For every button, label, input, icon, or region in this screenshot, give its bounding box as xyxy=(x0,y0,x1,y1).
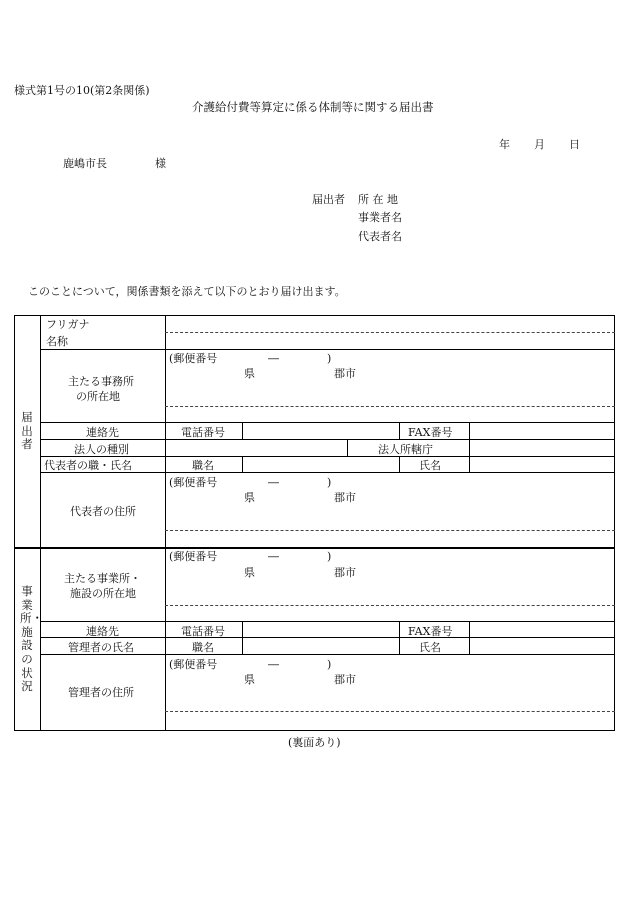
phone-label: 電話番号 xyxy=(181,625,225,638)
postal-dash: ― xyxy=(268,550,279,563)
contact-label: 連絡先 xyxy=(86,625,119,638)
postal-dash: ― xyxy=(268,352,279,365)
pref-label: 県 xyxy=(244,491,255,504)
date-year: 年 xyxy=(499,138,510,151)
city-label: 郡市 xyxy=(334,566,356,579)
notification-form xyxy=(14,315,615,731)
main-facility-label-2: 施設の所在地 xyxy=(70,587,136,600)
row-line xyxy=(40,637,615,638)
postal-label: (郵便番号 xyxy=(169,352,218,365)
row-line xyxy=(40,621,615,622)
addressee: 鹿嶋市長 xyxy=(63,157,107,170)
pref-label: 県 xyxy=(244,566,255,579)
postal-label: (郵便番号 xyxy=(169,550,218,563)
addressee-suffix: 様 xyxy=(155,157,166,170)
address-divider xyxy=(165,605,615,606)
date-month: 月 xyxy=(534,138,545,151)
postal-close: ) xyxy=(327,658,332,671)
pref-label: 県 xyxy=(244,673,255,686)
cell-line xyxy=(242,637,243,654)
row-line xyxy=(40,422,615,423)
postal-close: ) xyxy=(327,352,332,365)
row-line xyxy=(40,456,615,457)
document-title: 介護給付費等算定に係る体制等に関する届出書 xyxy=(192,100,434,114)
main-office-label-2: の所在地 xyxy=(76,390,120,403)
main-office-label-1: 主たる事務所 xyxy=(68,375,134,388)
cell-line xyxy=(347,439,348,456)
cell-line xyxy=(399,422,400,439)
corp-type-label: 法人の種別 xyxy=(74,443,129,456)
position-label: 職名 xyxy=(192,641,214,654)
cell-line xyxy=(469,637,470,654)
furigana-label: フリガナ xyxy=(46,318,90,331)
postal-label: (郵便番号 xyxy=(169,476,218,489)
cell-line xyxy=(399,456,400,472)
cell-line xyxy=(242,621,243,637)
cell-line xyxy=(399,621,400,637)
postal-close: ) xyxy=(327,550,332,563)
person-name-label: 氏名 xyxy=(419,641,441,654)
address-divider xyxy=(165,711,615,712)
cell-line xyxy=(469,422,470,439)
phone-label: 電話番号 xyxy=(181,426,225,439)
pref-label: 県 xyxy=(244,367,255,380)
fax-label: FAX番号 xyxy=(408,426,453,439)
filer-address-label: 所 在 地 xyxy=(358,193,398,206)
rep-address-label: 代表者の住所 xyxy=(70,505,136,518)
postal-close: ) xyxy=(327,476,332,489)
address-divider xyxy=(165,406,615,407)
city-label: 郡市 xyxy=(334,673,356,686)
filer-rep-label: 代表者名 xyxy=(358,230,402,243)
row-line xyxy=(40,439,615,440)
cell-line xyxy=(469,621,470,637)
postal-dash: ― xyxy=(268,658,279,671)
postal-dash: ― xyxy=(268,476,279,489)
manager-name-label: 管理者の氏名 xyxy=(68,641,134,654)
form-number: 様式第1号の10(第2条関係) xyxy=(14,84,150,97)
section-divider xyxy=(14,547,615,549)
cell-line xyxy=(399,637,400,654)
manager-address-label: 管理者の住所 xyxy=(68,686,134,699)
cell-line xyxy=(242,422,243,439)
col-line-item xyxy=(165,315,166,731)
city-label: 郡市 xyxy=(334,367,356,380)
postal-label: (郵便番号 xyxy=(169,658,218,671)
rep-title-name-label: 代表者の職・氏名 xyxy=(44,459,132,472)
fax-label: FAX番号 xyxy=(408,625,453,638)
row-line xyxy=(40,472,615,473)
main-facility-label-1: 主たる事業所・ xyxy=(64,572,141,585)
corp-office-label: 法人所轄庁 xyxy=(378,443,433,456)
section2-label: 事業所・施設の状況 xyxy=(20,584,43,694)
date-day: 日 xyxy=(569,138,580,151)
footer-note: (裏面あり) xyxy=(288,736,341,749)
contact-label: 連絡先 xyxy=(86,426,119,439)
city-label: 郡市 xyxy=(334,491,356,504)
intro-text: このことについて，関係書類を添えて以下のとおり届け出ます。 xyxy=(28,285,346,298)
row-line xyxy=(40,654,615,655)
filer-label: 届出者 xyxy=(312,193,345,206)
col-line-label xyxy=(40,315,41,731)
row-line xyxy=(40,349,615,350)
person-name-label: 氏名 xyxy=(419,459,441,472)
furigana-divider xyxy=(165,332,615,333)
address-divider xyxy=(165,530,615,531)
section1-label: 届出者 xyxy=(21,410,33,452)
filer-business-label: 事業者名 xyxy=(358,211,402,224)
cell-line xyxy=(469,439,470,456)
cell-line xyxy=(469,456,470,472)
name-label: 名称 xyxy=(46,335,68,348)
cell-line xyxy=(242,456,243,472)
position-label: 職名 xyxy=(192,459,214,472)
